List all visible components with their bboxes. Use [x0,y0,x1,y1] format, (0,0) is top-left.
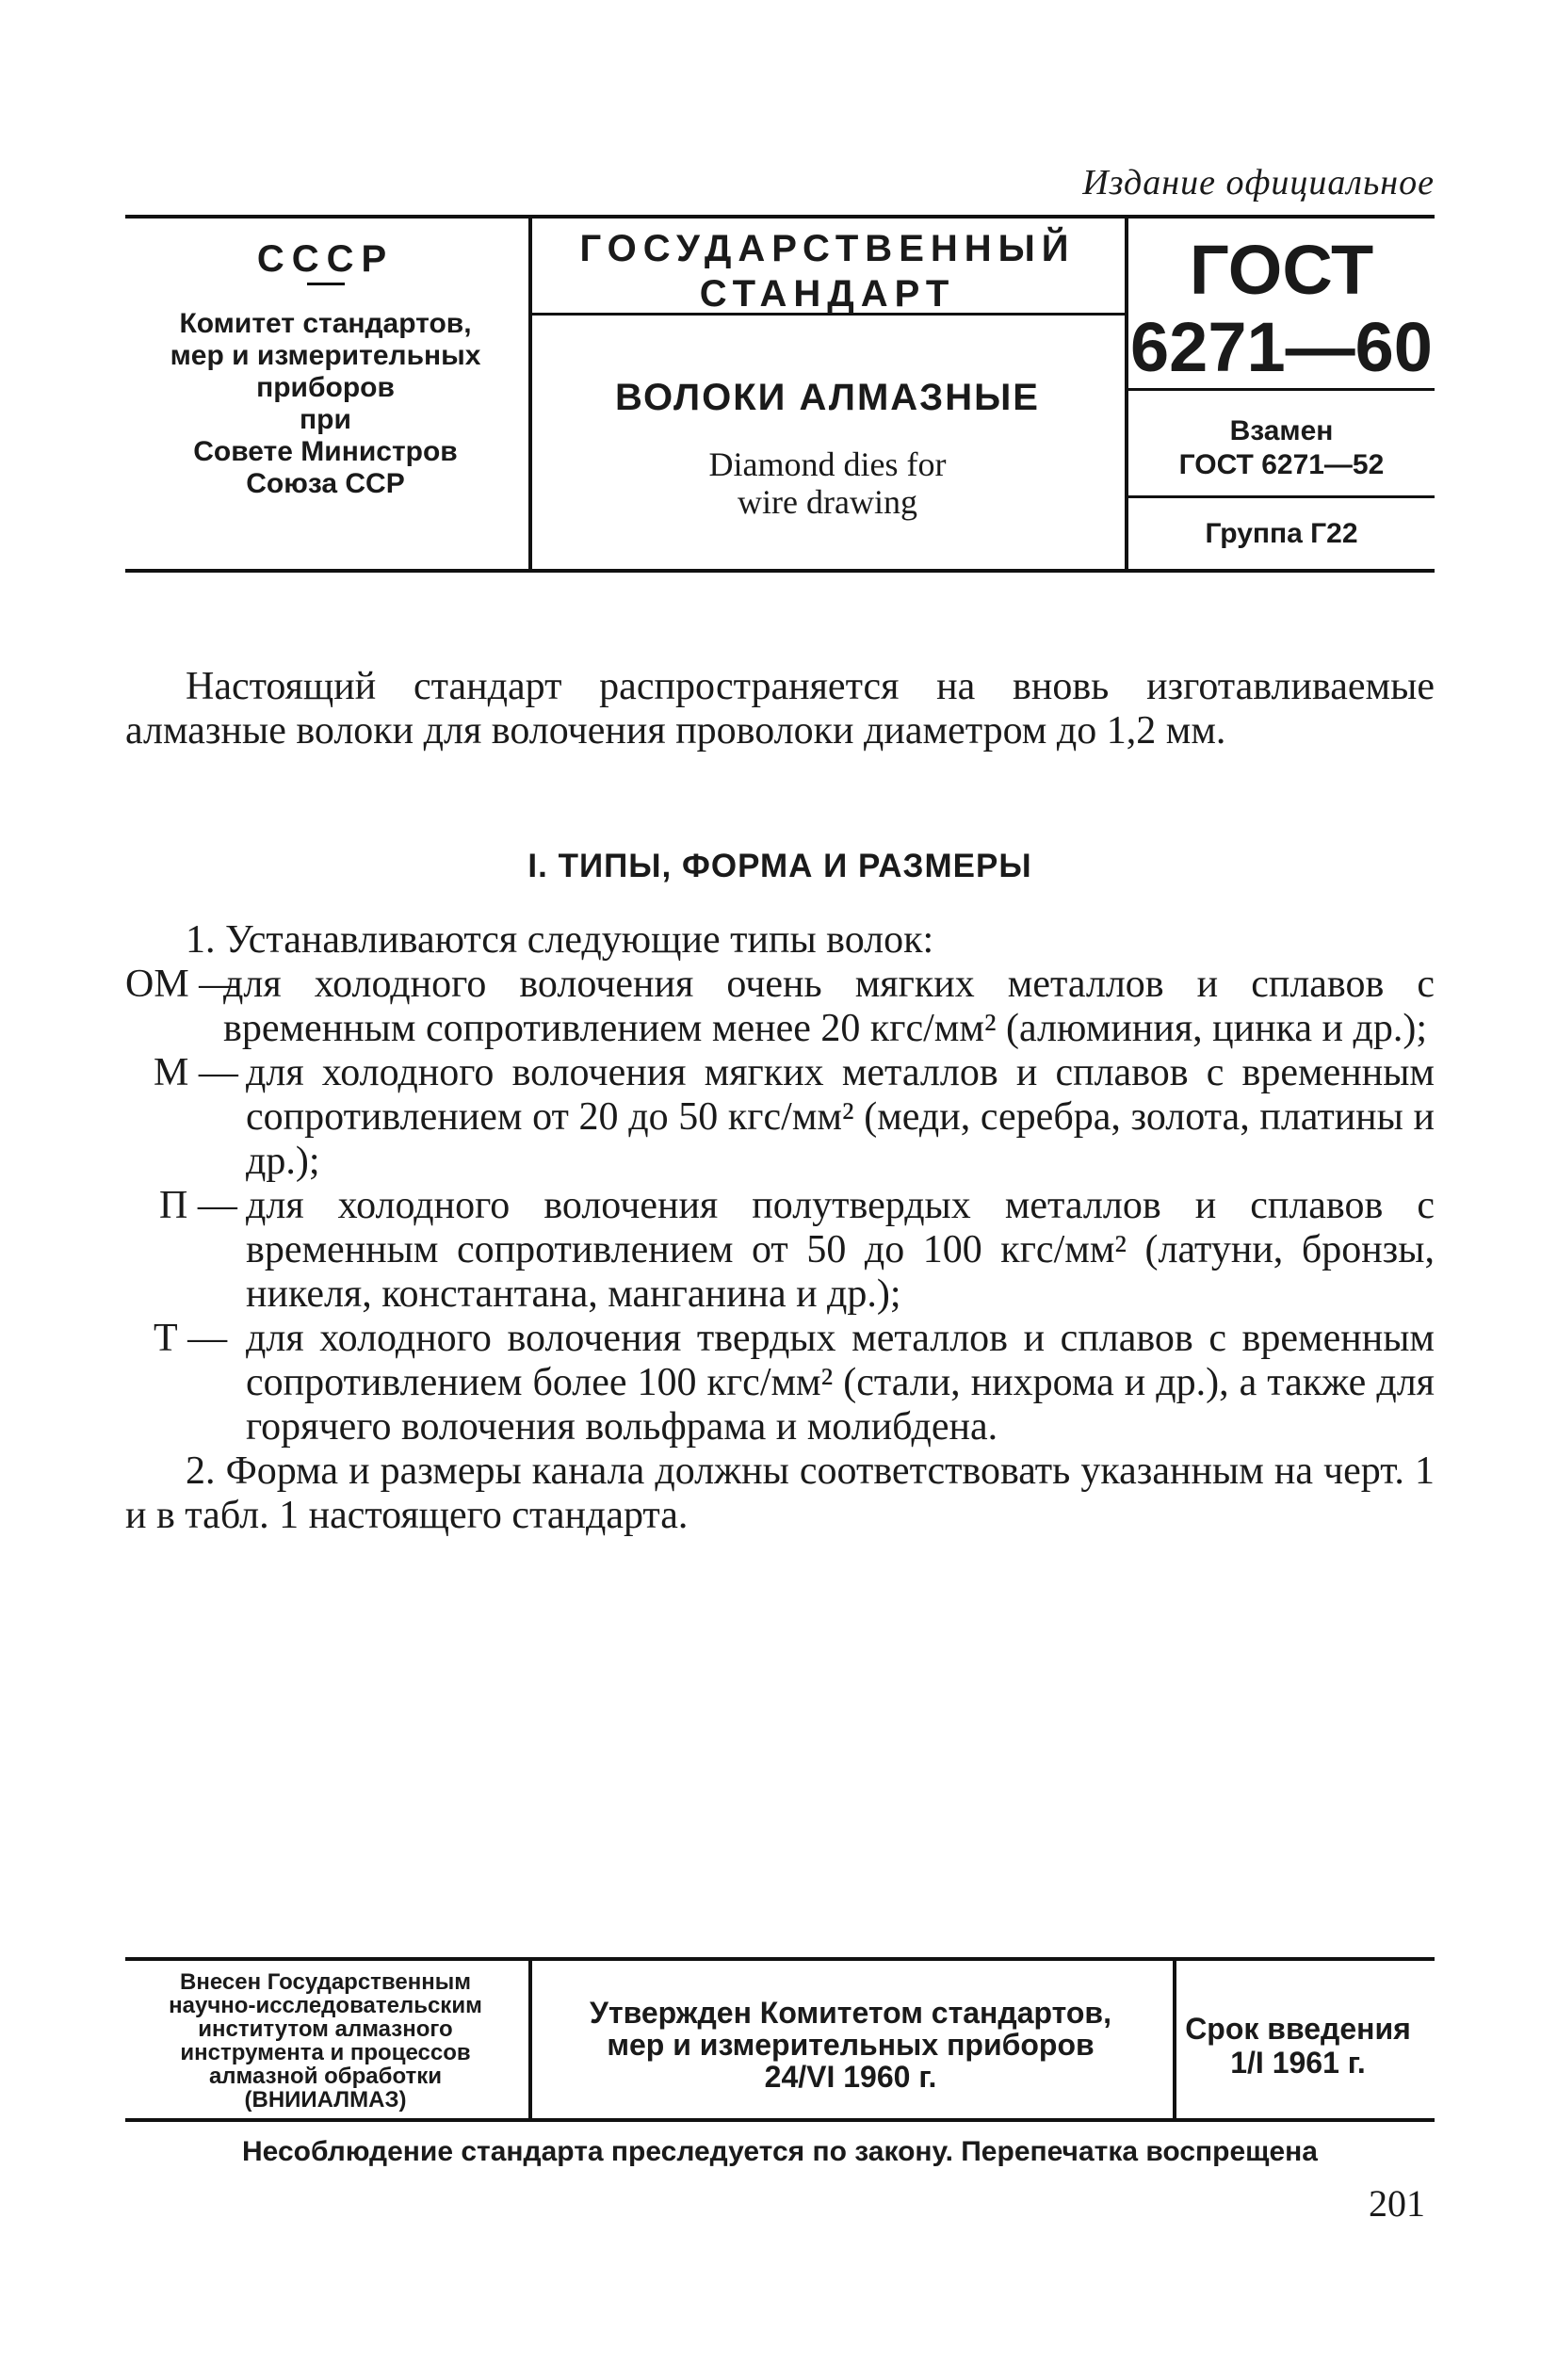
gost-code: 6271—60 [1130,308,1433,386]
introduced-line: (ВНИИАЛМАЗ) [244,2087,407,2113]
header-right-rule-2 [1128,495,1435,498]
footer-table [125,1957,1435,2122]
org-line: Союза ССР [246,468,405,499]
introduced-line: научно-исследовательским [169,1993,482,2018]
list-item [125,1184,1435,1317]
section-heading: I. ТИПЫ, ФОРМА И РАЗМЕРЫ [527,848,1032,884]
org-line: приборов [256,372,395,403]
org-line: при [300,404,351,435]
clause-2: 2. Форма и размеры канала должны соответствовать указанным на черт. 1 и в табл. 1 настоящего стандарта. [125,1449,1435,1537]
type-description: для холодного волочения мягких металлов и сплавов с временным сопротивлением от 20 до 50 кгс/мм² (меди, серебра, золота, платины и др.); [246,1051,1435,1183]
org-line: Совете Министров [193,436,458,467]
clause-1-intro: 1. Устанавливаются следующие типы волок: [186,918,934,962]
introduced-line: институтом алмазного [198,2016,453,2042]
header-right-rule-1 [1128,388,1435,391]
introduced-line: алмазной обработки [208,2064,443,2089]
type-code: ОМ — [125,963,239,1006]
approved-line: Утвержден Комитетом стандартов, [590,1996,1111,2030]
type-description: для холодного волочения полутвердых металлов и сплавов с временным сопротивлением от 50 до 100 кгс/мм² (латуни, бронзы, никеля, константана, манганина и др.); [246,1184,1435,1316]
effective-line: Срок введения [1185,2012,1411,2046]
type-description: для холодного волочения твердых металлов и сплавов с временным сопротивлением более 100 кгс/мм² (стали, нихрома и др.), а также для горячего волочения вольфрама и молибдена. [246,1317,1435,1449]
list-item [125,1317,1435,1449]
legal-warning: Несоблюдение стандарта преследуется по закону. Перепечатка воспрещена [242,2136,1318,2167]
types-list [125,918,1435,1538]
type-code: П — [159,1184,237,1227]
english-title [530,445,1125,521]
standard-type-line: ГОСУДАРСТВЕННЫЙ [579,228,1076,269]
introduced-line: инструмента и процессов [180,2040,471,2065]
header-bottom-rule [125,569,1435,573]
edition-label: Издание официальное [1082,163,1435,202]
english-title-line: Diamond dies for [708,445,947,483]
replaces-label: Взамен [1229,415,1334,446]
footer-top-rule [125,1957,1435,1961]
standard-title: ВОЛОКИ АЛМАЗНЫЕ [615,377,1040,418]
standard-type [530,226,1125,316]
header-table [125,215,1435,573]
introduced-by [125,1970,526,2112]
list-item [125,963,1435,1051]
list-item [125,1051,1435,1184]
footer-bottom-rule [125,2118,1435,2122]
org-line: Комитет стандартов, [179,308,472,339]
standard-title-block [530,377,1125,521]
gost-number [1128,232,1435,386]
standard-type-line: СТАНДАРТ [699,273,956,315]
approved-by [530,1997,1171,2093]
intro-paragraph: Настоящий стандарт распространяется на вновь изготавливаемые алмазные волоки для волочения проволоки диаметром до 1,2 мм. [125,665,1435,753]
org-line: мер и измерительных [170,340,481,371]
approved-line: 24/VI 1960 г. [764,2060,937,2094]
type-description: для холодного волочения очень мягких металлов и сплавов с временным сопротивлением менее 20 кгс/мм² (алюминия, цинка и др.); [223,963,1435,1050]
country-label: СССР [256,238,395,280]
effective-date [1161,2012,1435,2080]
introduced-line: Внесен Государственным [180,1969,471,1995]
type-code: М — [154,1051,238,1094]
group-label: Группа Г22 [1205,518,1358,549]
page-number: 201 [1369,2182,1425,2225]
issuing-authority [125,238,526,500]
country-dash [307,283,345,285]
effective-line: 1/I 1961 г. [1230,2046,1366,2080]
english-title-line: wire drawing [738,483,917,521]
approved-line: мер и измерительных приборов [607,2028,1095,2062]
replaces-code: ГОСТ 6271—52 [1178,449,1385,480]
header-top-rule [125,215,1435,219]
replaces-block [1128,414,1435,482]
gost-label: ГОСТ [1189,231,1374,309]
type-code: Т — [154,1317,228,1360]
